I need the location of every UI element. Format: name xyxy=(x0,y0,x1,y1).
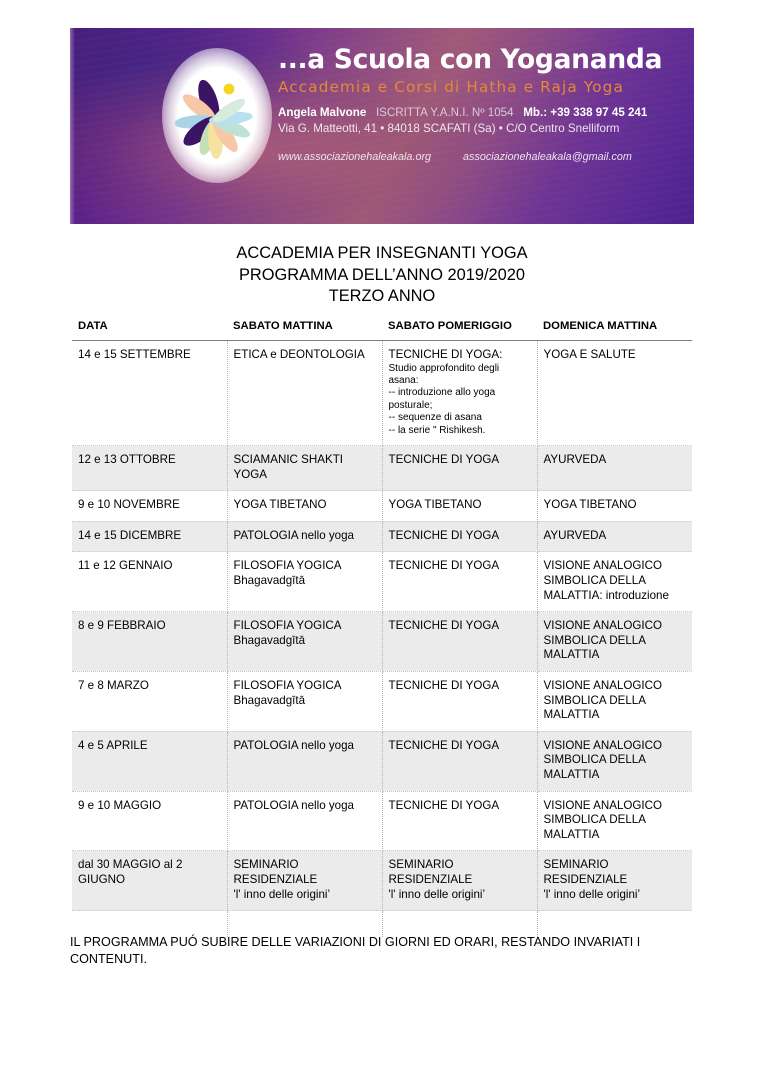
cell-date: 14 e 15 SETTEMBRE xyxy=(72,341,227,446)
table-row xyxy=(72,446,692,491)
table-row xyxy=(72,612,692,672)
contact-links xyxy=(278,151,678,163)
cell-main-text: FILOSOFIA YOGICA xyxy=(233,619,342,633)
table-header-row xyxy=(72,320,692,341)
cell-detail-3: -- sequenze di asana xyxy=(388,412,482,424)
brand-title: ...a Scuola con Yogananda xyxy=(278,44,663,75)
cell-sabato-pomeriggio: TECNICHE DI YOGA xyxy=(382,731,537,791)
cell-domenica-mattina: VISIONE ANALOGICO SIMBOLICA DELLA MALATTIA xyxy=(537,791,692,851)
cell-sabato-mattina: PATOLOGIA nello yoga xyxy=(227,521,382,552)
cell-domenica-mattina: VISIONE ANALOGICO SIMBOLICA DELLA MALATTIA: introduzione xyxy=(537,552,692,612)
cell-subtitle: 'l' inno delle origini’ xyxy=(543,887,641,901)
cell-domenica-mattina: VISIONE ANALOGICO SIMBOLICA DELLA MALATTIA xyxy=(537,612,692,672)
cell-domenica-mattina: YOGA E SALUTE xyxy=(537,341,692,446)
mobile-label: Mb.: xyxy=(523,105,548,119)
table-row xyxy=(72,552,692,612)
cell-main-text: SEMINARIO RESIDENZIALE xyxy=(233,858,318,886)
email-link[interactable]: associazionehaleakala@gmail.com xyxy=(463,150,632,163)
page-title xyxy=(70,243,694,308)
cell-sabato-mattina: YOGA TIBETANO xyxy=(227,491,382,522)
cell-subtitle: Bhagavadgītā xyxy=(233,574,306,587)
cell-date: dal 30 MAGGIO al 2 GIUGNO xyxy=(72,851,227,911)
sun-dot-icon xyxy=(224,84,235,95)
column-header-sabato-pomeriggio: SABATO POMERIGGIO xyxy=(382,320,537,341)
cell-sabato-mattina: SCIAMANIC SHAKTI YOGA xyxy=(227,446,382,491)
website-link[interactable]: www.associazionehaleakala.org xyxy=(278,150,432,163)
cell-detail-2: -- introduzione allo yoga posturale; xyxy=(388,387,496,411)
column-header-sabato-mattina: SABATO MATTINA xyxy=(227,320,382,341)
cell-sabato-pomeriggio: TECNICHE DI YOGA xyxy=(382,521,537,552)
cell-sabato-pomeriggio xyxy=(382,851,537,911)
address-line: Via G. Matteotti, 41 • 84018 SCAFATI (Sa) • C/O Centro Snelliform xyxy=(278,122,620,136)
cell-domenica-mattina: AYURVEDA xyxy=(537,446,692,491)
table-row xyxy=(72,671,692,731)
cell-subtitle: Bhagavadgītā xyxy=(233,633,306,647)
table-row xyxy=(72,491,692,522)
table-row xyxy=(72,731,692,791)
cell-sabato-mattina xyxy=(227,552,382,612)
cell-domenica-mattina: AYURVEDA xyxy=(537,521,692,552)
mobile-number: +39 338 97 45 241 xyxy=(550,105,648,119)
cell-domenica-mattina: VISIONE ANALOGICO SIMBOLICA DELLA MALATTIA xyxy=(537,671,692,731)
cell-sabato-mattina: ETICA e DEONTOLOGIA xyxy=(227,341,382,446)
title-line-3: TERZO ANNO xyxy=(328,287,436,305)
cell-main-text: FILOSOFIA YOGICA xyxy=(233,559,342,573)
header-banner xyxy=(70,28,694,224)
table-row xyxy=(72,521,692,552)
title-line-1: ACCADEMIA PER INSEGNANTI YOGA xyxy=(236,244,528,262)
banner-left-edge xyxy=(70,28,75,224)
cell-sabato-mattina xyxy=(227,851,382,911)
column-header-data: DATA xyxy=(72,320,227,341)
footer-note: IL PROGRAMMA PUÓ SUBIRE DELLE VARIAZIONI DI GIORNI ED ORARI, RESTANDO INVARIATI I CONTENUTI. xyxy=(70,935,641,966)
table-row xyxy=(72,851,692,911)
cell-main-text: TECNICHE DI YOGA: xyxy=(388,348,503,361)
cell-sabato-pomeriggio: TECNICHE DI YOGA xyxy=(382,446,537,491)
cell-sabato-pomeriggio: TECNICHE DI YOGA xyxy=(382,791,537,851)
registration-number: ISCRITTA Y.A.N.I. Nº 1054 xyxy=(375,105,514,119)
banner-text-block xyxy=(278,46,678,163)
title-line-2: PROGRAMMA DELL’ANNO 2019/2020 xyxy=(238,265,526,284)
cell-sabato-pomeriggio: YOGA TIBETANO xyxy=(382,491,537,522)
cell-date: 9 e 10 MAGGIO xyxy=(72,791,227,851)
schedule-table xyxy=(72,320,692,937)
cell-subtitle: Bhagavadgītā xyxy=(233,693,306,707)
cell-date: 12 e 13 OTTOBRE xyxy=(72,446,227,491)
table-row xyxy=(72,341,692,446)
cell-sabato-pomeriggio: TECNICHE DI YOGA xyxy=(382,612,537,672)
cell-date: 9 e 10 NOVEMBRE xyxy=(72,491,227,522)
column-header-domenica-mattina: DOMENICA MATTINA xyxy=(537,320,692,341)
cell-sabato-mattina: PATOLOGIA nello yoga xyxy=(227,791,382,851)
cell-sabato-mattina xyxy=(227,612,382,672)
cell-detail-1: Studio approfondito degli asana: xyxy=(388,362,500,386)
cell-date: 8 e 9 FEBBRAIO xyxy=(72,612,227,672)
cell-subtitle: 'l' inno delle origini’ xyxy=(388,887,486,901)
cell-sabato-pomeriggio xyxy=(382,341,537,446)
cell-main-text: SEMINARIO RESIDENZIALE xyxy=(388,858,473,886)
cell-detail-4: -- la serie " Rishikesh. xyxy=(388,424,486,436)
table-row xyxy=(72,791,692,851)
cell-date: 4 e 5 APRILE xyxy=(72,731,227,791)
cell-date: 7 e 8 MARZO xyxy=(72,671,227,731)
lotus-mandala-icon xyxy=(175,70,259,160)
cell-sabato-mattina: PATOLOGIA nello yoga xyxy=(227,731,382,791)
teacher-name: Angela Malvone xyxy=(278,105,367,119)
cell-domenica-mattina: YOGA TIBETANO xyxy=(537,491,692,522)
cell-sabato-pomeriggio: TECNICHE DI YOGA xyxy=(382,671,537,731)
cell-domenica-mattina xyxy=(537,851,692,911)
cell-main-text: FILOSOFIA YOGICA xyxy=(233,678,342,692)
cell-sabato-pomeriggio: TECNICHE DI YOGA xyxy=(382,552,537,612)
cell-sabato-mattina xyxy=(227,671,382,731)
table-body xyxy=(72,341,692,938)
cell-date: 11 e 12 GENNAIO xyxy=(72,552,227,612)
brand-subtitle: Accademia e Corsi di Hatha e Raja Yoga xyxy=(278,77,624,96)
cell-domenica-mattina: VISIONE ANALOGICO SIMBOLICA DELLA MALATTIA xyxy=(537,731,692,791)
cell-main-text: SEMINARIO RESIDENZIALE xyxy=(543,858,628,886)
cell-date: 14 e 15 DICEMBRE xyxy=(72,521,227,552)
cell-subtitle: 'l' inno delle origini’ xyxy=(233,887,331,901)
logo xyxy=(162,48,272,183)
teacher-info-line xyxy=(278,105,678,121)
